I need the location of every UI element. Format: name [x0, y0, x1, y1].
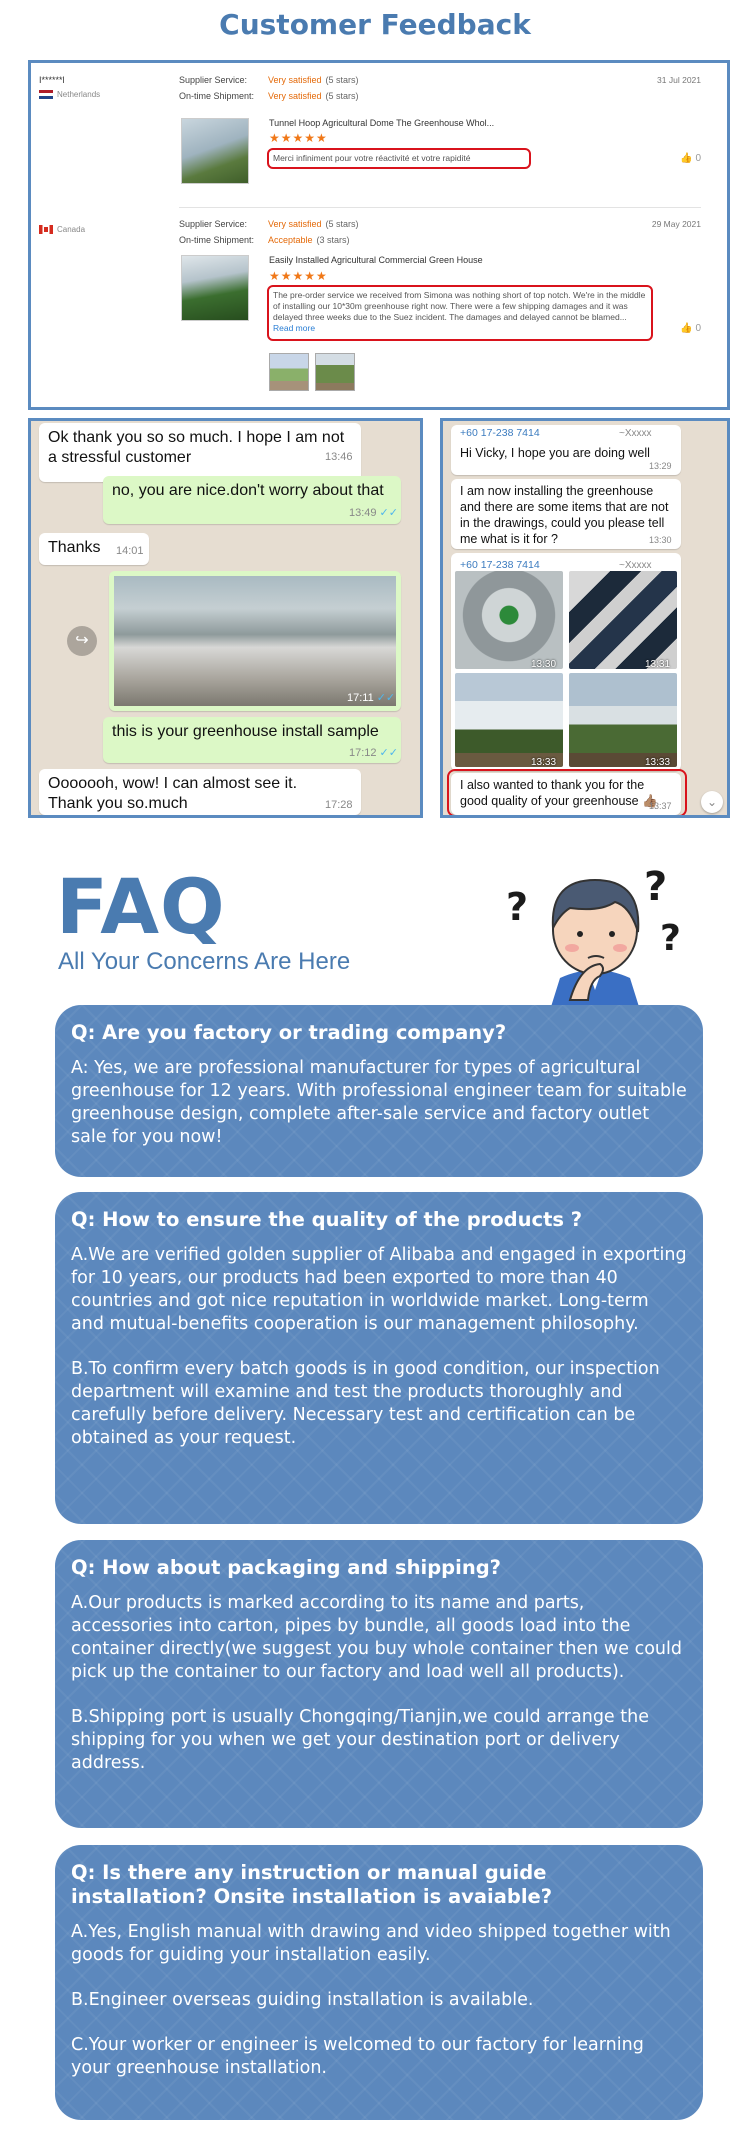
thinking-person-icon — [500, 850, 690, 1010]
faq-question: Q: Are you factory or trading company? — [71, 1021, 507, 1044]
chat-message-incoming: Thanks — [39, 533, 149, 565]
highlight-box — [447, 769, 687, 817]
faq-question: Q: How about packaging and shipping? — [71, 1556, 501, 1579]
chat-screenshot-left — [28, 418, 423, 818]
message-time: 13:29 — [649, 461, 672, 471]
forward-icon[interactable]: ↪ — [67, 626, 97, 656]
review-photo[interactable] — [315, 353, 355, 391]
message-time: 17:12 ✓✓ — [349, 747, 398, 759]
reviews-panel — [28, 60, 730, 410]
read-more-link[interactable]: Read more — [273, 323, 316, 333]
faq-question: Q: How to ensure the quality of the products ? — [71, 1208, 583, 1231]
chat-message-incoming: Hi Vicky, I hope you are doing well — [451, 425, 681, 475]
like-button[interactable]: 👍 0 — [680, 153, 701, 164]
chat-message-incoming: Ok thank you so so much. I hope I am not a stressful customer — [39, 423, 361, 482]
sender-name: ~Xxxxx — [619, 560, 652, 571]
rating-stars: ★★★★★ — [269, 131, 328, 145]
chat-message-outgoing: this is your greenhouse install sample — [103, 717, 401, 763]
sender-phone: +60 17-238 7414 — [460, 427, 540, 439]
review-divider — [179, 207, 701, 208]
chat-photo-message[interactable] — [109, 571, 401, 711]
message-time: 17:28 — [325, 799, 353, 811]
review-date: 31 Jul 2021 — [657, 75, 701, 85]
faq-answer: A.Yes, English manual with drawing and video shipped together with goods for guiding your installation easily. — [71, 1922, 671, 1965]
shipment-label: On-time Shipment: — [179, 91, 255, 101]
faq-answer: B.Shipping port is usually Chongqing/Tianjin,we could arrange the shipping for you when we get your destination port or delivery address. — [71, 1707, 649, 1773]
chat-message-incoming: Ooooooh, wow! I can almost see it. Thank you so.much — [39, 769, 361, 815]
svg-text:?: ? — [506, 885, 529, 929]
chat-message-incoming: I also wanted to thank you for the good quality of your greenhouse 👍🏽 — [451, 773, 681, 815]
product-title[interactable]: Easily Installed Agricultural Commercial Green House — [269, 255, 483, 265]
faq-answer: B.To confirm every batch goods is in good condition, our inspection department will examine and test the products thoroughly and carefully before delivery. Necessary test and certification can be obtained as your request. — [71, 1359, 660, 1448]
photo-time: 13:33 — [645, 757, 671, 768]
reviewer-country: Canada — [39, 225, 85, 234]
read-ticks-icon: ✓✓ — [379, 507, 398, 519]
shipment-value: Very satisfied (5 stars) — [268, 91, 359, 101]
review-comment: Merci infiniment pour votre réactivité et votre rapidité — [267, 148, 531, 169]
greenhouse-materials-photo[interactable] — [114, 576, 396, 706]
faq-answer: A: Yes, we are professional manufacturer for types of agricultural greenhouse for 12 years. With professional engineer team for suitable greenhouse design, complete after-sale service and factory outlet sale for you now! — [71, 1058, 687, 1147]
thumbs-up-icon: 👍 — [680, 153, 693, 164]
message-time: 17:11 ✓✓ — [347, 692, 396, 704]
thumbs-up-icon: 👍 — [680, 323, 693, 334]
message-time: 13:37 — [649, 801, 672, 811]
message-time: 13:46 — [325, 451, 353, 463]
supplier-service-value: Very satisfied (5 stars) — [268, 75, 359, 85]
svg-text:?: ? — [644, 864, 668, 910]
review-photo[interactable] — [269, 353, 309, 391]
page-title: Customer Feedback — [219, 8, 531, 41]
faq-answer: B.Engineer overseas guiding installation is available. — [71, 1990, 534, 2010]
product-thumbnail[interactable] — [181, 118, 249, 184]
reviewer-name: I******l — [39, 75, 65, 85]
product-thumbnail[interactable] — [181, 255, 249, 321]
photo-time: 13:30 — [531, 659, 557, 670]
svg-text:?: ? — [660, 918, 681, 959]
chat-screenshot-right — [440, 418, 730, 818]
netherlands-flag-icon — [39, 90, 53, 99]
photo-time: 13:33 — [531, 757, 557, 768]
shipment-label: On-time Shipment: — [179, 235, 255, 245]
supplier-service-label: Supplier Service: — [179, 219, 248, 229]
faq-card-shipping — [55, 1540, 703, 1828]
chat-message-outgoing: no, you are nice.don't worry about that — [103, 476, 401, 524]
faq-answer: C.Your worker or engineer is welcomed to our factory for learning your greenhouse installation. — [71, 2035, 644, 2078]
shipment-value: Acceptable (3 stars) — [268, 235, 350, 245]
sender-name: ~Xxxxx — [619, 428, 652, 439]
rating-stars: ★★★★★ — [269, 269, 328, 283]
chat-message-incoming: I am now installing the greenhouse and there are some items that are not in the drawings, could you please tell me what is it for ? — [451, 479, 681, 549]
faq-answer: A.Our products is marked according to its name and parts, accessories into carton, pipes by bundle, all goods load into the container directly(we suggest you buy whole container then we could pick up the container to our factory and load well all products). — [71, 1593, 682, 1682]
faq-heading: FAQ — [56, 862, 226, 951]
review-date: 29 May 2021 — [651, 219, 701, 229]
faq-card-quality — [55, 1192, 703, 1524]
reviewer-country: Netherlands — [39, 90, 100, 99]
review-comment: The pre-order service we received from Simona was nothing short of top notch. We're in the middle of installing our 10*30m greenhouse right now. There were a few shipping damages and it was delayed three weeks due to the Suez incident. The damages and delayed cannot be blamed... Read more — [267, 285, 653, 341]
message-time: 14:01 — [116, 545, 144, 557]
message-time: 13:30 — [649, 535, 672, 545]
message-time: 13:49 ✓✓ — [349, 507, 398, 519]
faq-answer: A.We are verified golden supplier of Alibaba and engaged in exporting for 10 years, our products had been exported to more than 40 countries and got nice reputation in worldwide market. Long-term and mutual-benefits cooperation is our management philosophy. — [71, 1245, 687, 1334]
faq-card-factory — [55, 1005, 703, 1177]
scroll-down-icon[interactable]: ⌄ — [701, 791, 723, 813]
faq-question: Q: Is there any instruction or manual guide installation? Onsite installation is avaiable? — [71, 1861, 553, 1908]
faq-card-installation — [55, 1845, 703, 2120]
supplier-service-label: Supplier Service: — [179, 75, 248, 85]
product-title[interactable]: Tunnel Hoop Agricultural Dome The Greenhouse Whol... — [269, 118, 495, 128]
like-button[interactable]: 👍 0 — [680, 323, 701, 334]
sender-phone: +60 17-238 7414 — [460, 559, 540, 571]
faq-subheading: All Your Concerns Are Here — [58, 948, 351, 975]
photo-time: 13:31 — [645, 659, 671, 670]
supplier-service-value: Very satisfied (5 stars) — [268, 219, 359, 229]
chat-photo-album[interactable] — [451, 553, 681, 771]
canada-flag-icon — [39, 225, 53, 234]
